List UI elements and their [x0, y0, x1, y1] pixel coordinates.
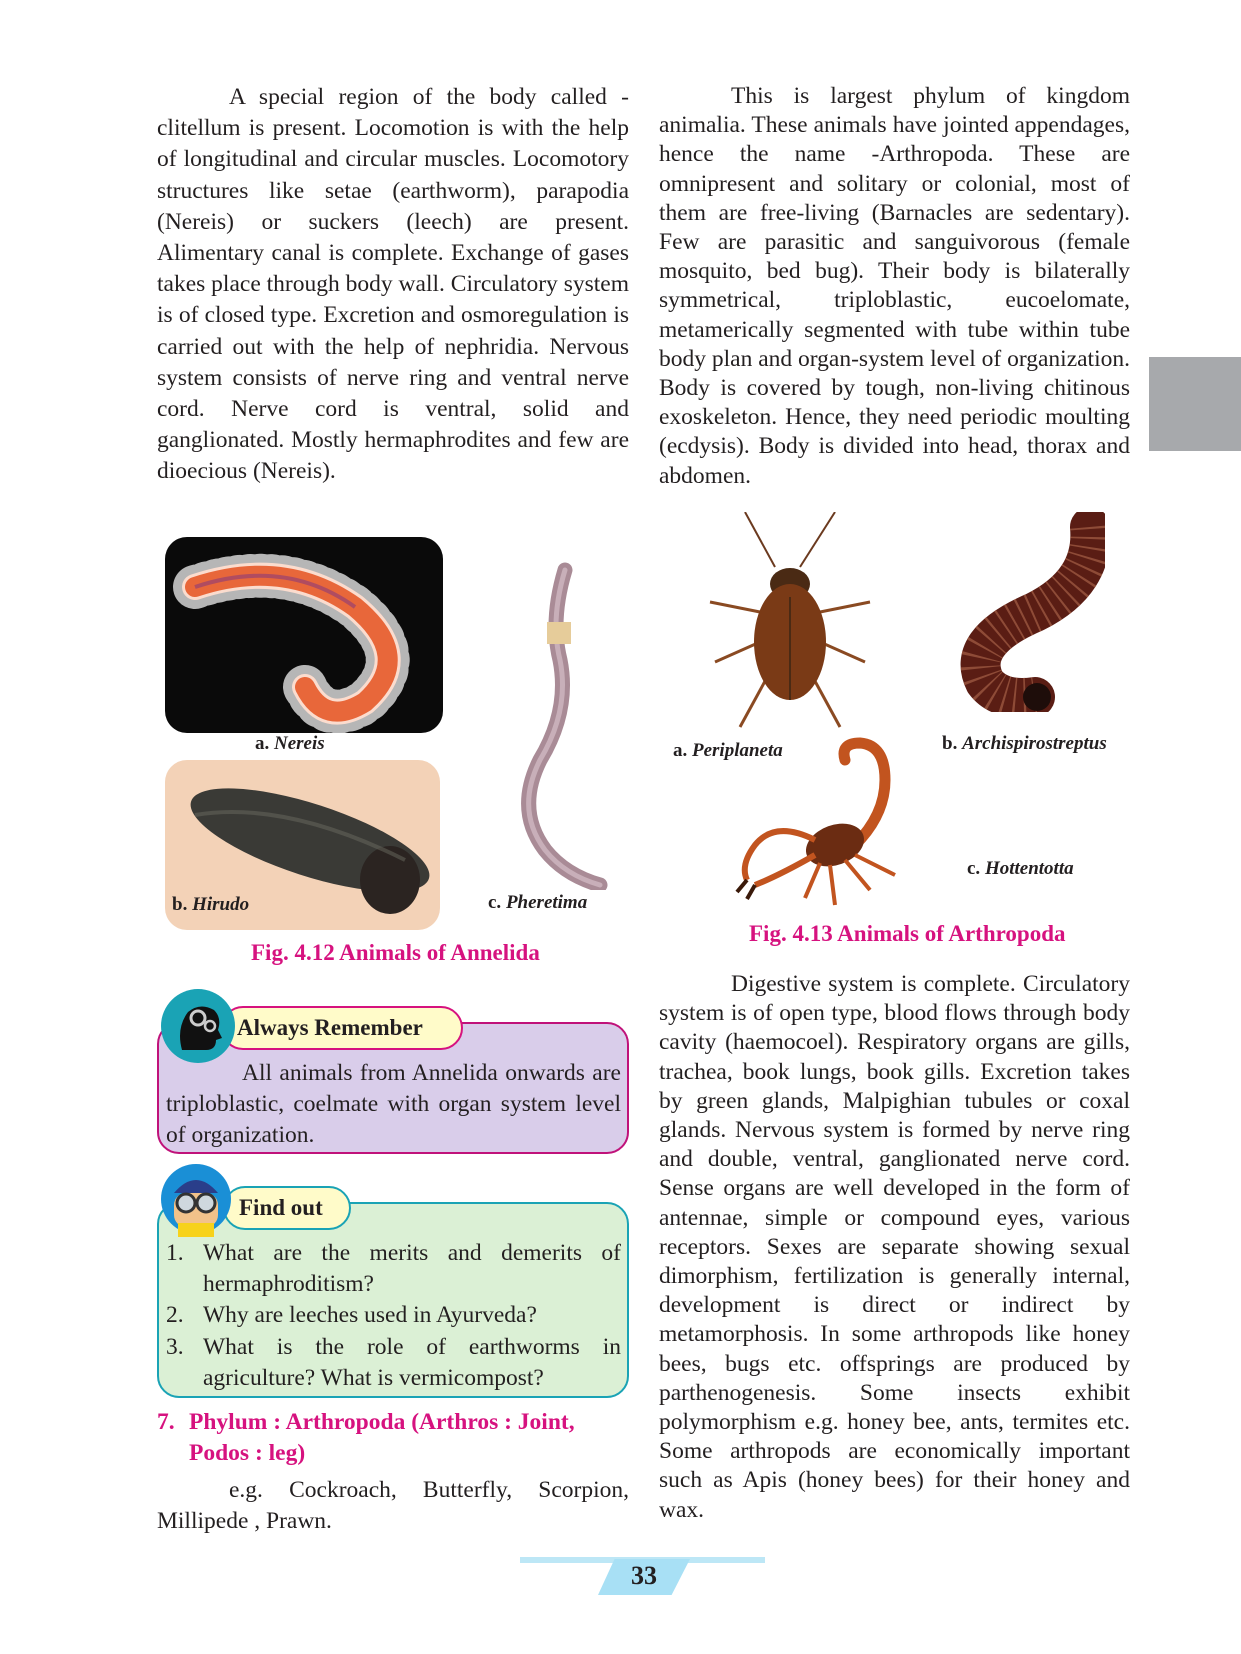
caption-name: Hirudo — [192, 894, 250, 915]
arthropoda-description — [659, 82, 1130, 491]
caption-prefix: a. — [673, 740, 688, 761]
nereis-image — [165, 537, 443, 733]
find-out-question-3 — [166, 1332, 621, 1394]
hottentotta-image — [735, 733, 958, 910]
caption-pheretima — [488, 892, 587, 914]
always-remember-text: All animals from Annelida onwards are triploblastic, coelmate with organ system level of organization. — [166, 1060, 621, 1148]
annelida-description — [157, 82, 629, 488]
arthropoda-characteristics-paragraph: Digestive system is complete. Circulatory system is of open type, blood flows through body cavity (haemocoel). Respiratory organs are gills, trachea, book lungs, book gills. Excretion takes by green glands, Malpighian tubules or coxal glands. Nervous system is formed by nerve ring and double, ventral, ganglionated nerve cord. Sense organs are well developed in the form of antennae, simple or compound eyes, various receptors. Sexes are separate showing sexual dimorphism, fertilization is generally internal, development is direct or indirect by metamorphosis. In some arthropods like honey bees, bugs etc. offsprings are produced by parthenogenesis. Some insects exhibit polymorphism e.g. honey bee, ants, termites etc. Some arthropods are economically important such as Apis (honey bees) for their honey and wax. — [659, 971, 1130, 1523]
thinking-head-icon — [160, 988, 236, 1064]
arthropoda-characteristics — [659, 970, 1130, 1525]
caption-prefix: c. — [967, 858, 981, 879]
pheretima-image — [505, 560, 615, 890]
caption-prefix: b. — [942, 733, 958, 754]
question-text: Why are leeches used in Ayurveda? — [203, 1302, 537, 1328]
arthropoda-examples: e.g. Cockroach, Butterfly, Scorpion, Millipede , Prawn. — [157, 1477, 629, 1535]
page-number: 33 — [631, 1561, 657, 1590]
binoculars-kid-icon — [160, 1163, 232, 1239]
figure-title-annelida: Fig. 4.12 Animals of Annelida — [251, 940, 540, 965]
always-remember-label: Always Remember — [221, 1006, 463, 1050]
question-number: 1. — [166, 1240, 184, 1266]
examples-wrap — [157, 1475, 629, 1537]
question-text: What are the merits and demerits of hermaphroditism? — [203, 1240, 621, 1297]
caption-prefix: c. — [488, 892, 502, 913]
caption-archispirostreptus — [942, 733, 1107, 755]
question-text: What is the role of earthworms in agriculture? What is vermicompost? — [203, 1334, 621, 1391]
question-number: 3. — [166, 1334, 184, 1360]
caption-prefix: b. — [172, 894, 188, 915]
caption-hottentotta — [967, 858, 1074, 880]
section-number: 7. — [157, 1409, 175, 1435]
caption-name: Nereis — [274, 733, 325, 754]
section-title: Phylum : Arthropoda (Arthros : Joint, Podos : leg) — [189, 1409, 575, 1466]
arthropoda-paragraph: This is largest phylum of kingdom animalia. These animals have jointed appendages, hence the name -Arthropoda. These are omnipresent and solitary or colonial, most of them are free-living (Barnacles are sedentary). Few are parasitic and sanguivorous (female mosquito, bed bug). Their body is bilaterally symmetrical, triploblastic, eucoelomate, metamerically segmented with tube within tube body plan and organ-system level of organization. Body is covered by tough, non-living chitinous exoskeleton. Hence, they need periodic moulting (ecdysis). Body is divided into head, thorax and abdomen. — [659, 83, 1130, 489]
caption-nereis — [255, 733, 325, 755]
caption-name: Periplaneta — [692, 740, 783, 761]
caption-name: Hottentotta — [984, 858, 1074, 879]
chapter-side-tab — [1149, 357, 1241, 451]
caption-name: Pheretima — [505, 892, 588, 913]
figure-title-arthropoda: Fig. 4.13 Animals of Arthropoda — [749, 921, 1066, 946]
find-out-label: Find out — [223, 1186, 351, 1230]
find-out-question-2 — [166, 1300, 621, 1331]
question-number: 2. — [166, 1302, 184, 1328]
archispirostreptus-image — [925, 512, 1105, 712]
find-out-question-1 — [166, 1238, 621, 1300]
caption-prefix: a. — [255, 733, 270, 754]
section-heading-arthropoda — [157, 1407, 629, 1469]
caption-name: Archispirostreptus — [962, 733, 1107, 754]
periplaneta-image — [700, 512, 880, 732]
caption-hirudo — [172, 894, 249, 916]
always-remember-text-wrap — [166, 1058, 621, 1151]
annelida-paragraph: A special region of the body called - clitellum is present. Locomotion is with the help of longitudinal and circular muscles. Locomotory structures like setae (earthworm), parapodia (Nereis) or suckers (leech) are present. Alimentary canal is complete. Exchange of gases takes place through body wall. Circulatory system is of closed type. Excretion and osmoregulation is carried out with the help of nephridia. Nervous system consists of nerve ring and ventral nerve cord. Nerve cord is ventral, solid and ganglionated. Mostly hermaphrodites and few are dioecious (Nereis). — [157, 84, 629, 485]
